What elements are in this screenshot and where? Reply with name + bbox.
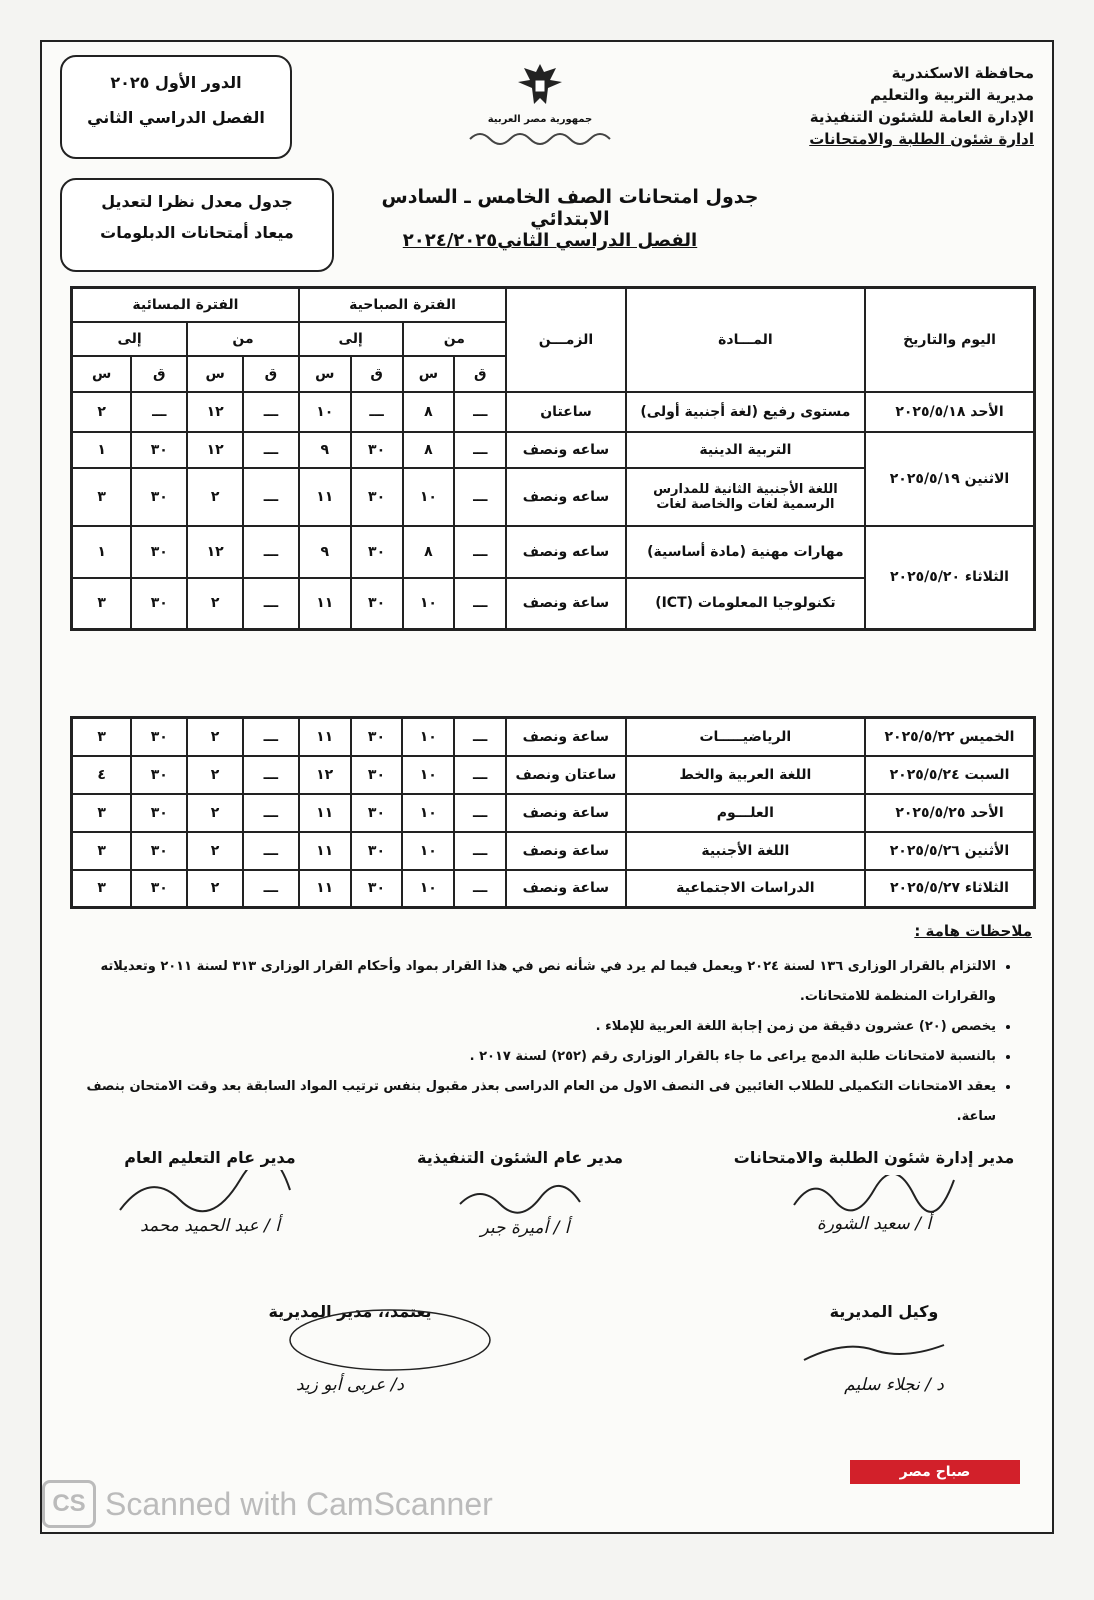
cell-value: ـــ <box>243 756 299 794</box>
scan-watermark: Scanned with CamScanner <box>105 1486 493 1522</box>
cell-value: ـــ <box>131 392 187 432</box>
cell-duration: ساعة ونصف <box>506 832 626 870</box>
cell-value: ٣٠ <box>351 578 403 630</box>
cell-value: ٣٠ <box>351 794 403 832</box>
cell-value: ـــ <box>243 870 299 908</box>
table-row <box>72 756 1035 794</box>
note-item: • بالنسبة لامتحانات طلبة الدمج يراعى ما جاء بالقرار الوزارى رقم (٢٥٢) لسنة ٢٠١٧ . <box>84 1042 996 1072</box>
cell-duration: ساعه ونصف <box>506 432 626 468</box>
cell-duration: ساعتان <box>506 392 626 432</box>
header-s: س <box>403 356 455 392</box>
cell-value: ٣٠ <box>131 432 187 468</box>
brand-text: صباح مصر <box>899 1464 971 1480</box>
cell-value: ـــ <box>454 718 506 756</box>
header-from: من <box>187 322 299 356</box>
cell-value: ٣٠ <box>351 432 403 468</box>
cell-value: ـــ <box>454 756 506 794</box>
cell-value: ـــ <box>243 392 299 432</box>
cell-duration: ساعة ونصف <box>506 578 626 630</box>
header-morning: الفترة الصباحية <box>299 288 506 322</box>
page-subtitle: الفصل الدراسي الثاني٢٠٢٤/٢٠٢٥ <box>402 230 698 251</box>
cell-value: ـــ <box>243 526 299 578</box>
exam-table-1 <box>70 286 1036 631</box>
cell-value: ٣ <box>72 794 132 832</box>
cell-value: ٢ <box>187 718 243 756</box>
signature-title: يعتمد،، مدير المديرية <box>268 1302 432 1321</box>
cell-value: ـــ <box>243 432 299 468</box>
cell-value: ٢ <box>187 870 243 908</box>
modified-line-1: جدول معدل نظرا لتعديل <box>101 192 293 211</box>
ministry-logo-icon <box>465 125 615 147</box>
cell-subject: العلـــوم <box>626 794 865 832</box>
cell-value: ٣ <box>72 718 132 756</box>
org-header <box>744 62 1034 150</box>
cell-duration: ساعة ونصف <box>506 794 626 832</box>
cell-subject: مهارات مهنية (مادة أساسية) <box>626 526 865 578</box>
cell-value: ١٠ <box>402 718 454 756</box>
cell-value: ٢ <box>187 756 243 794</box>
cell-value: ٣٠ <box>131 526 187 578</box>
cell-duration: ساعة ونصف <box>506 718 626 756</box>
cell-value: ـــ <box>454 578 506 630</box>
cell-value: ١٠ <box>402 794 454 832</box>
header-s: س <box>187 356 243 392</box>
cell-value: ٩ <box>299 526 351 578</box>
table-row <box>72 392 1035 432</box>
cell-value: ١٢ <box>187 432 243 468</box>
cell-day: الاثنين ٢٠٢٥/٥/١٩ <box>865 432 1035 526</box>
cell-value: ـــ <box>351 392 403 432</box>
cell-value: ٣٠ <box>351 718 403 756</box>
cell-subject: التربية الدينية <box>626 432 865 468</box>
notes-title: ملاحظات هامة : <box>914 922 1032 940</box>
notes-list <box>84 952 1014 1132</box>
org-line: محافظة الاسكندرية <box>891 64 1034 82</box>
cell-value: ٣ <box>72 468 132 526</box>
cell-value: ١ <box>72 526 132 578</box>
page-title: جدول امتحانات الصف الخامس ـ السادس الابتدائي <box>381 186 759 230</box>
cell-value: ١١ <box>299 578 351 630</box>
cell-value: ـــ <box>243 718 299 756</box>
exam-table-2 <box>70 716 1036 909</box>
exam-round-box <box>60 55 292 159</box>
signature-title: مدير عام الشئون التنفيذية <box>416 1148 624 1167</box>
cell-day: الأثنين ٢٠٢٥/٥/٢٦ <box>865 832 1035 870</box>
cell-value: ١ <box>72 432 132 468</box>
cell-subject: اللغة الأجنبية الثانية للمدارس الرسمية لغات والخاصة لغات <box>626 468 865 526</box>
header-q: ق <box>243 356 299 392</box>
cell-value: ـــ <box>243 832 299 870</box>
eagle-icon <box>510 60 570 110</box>
signature-name: أ / سعيد الشورة <box>816 1214 932 1234</box>
semester-label: الفصل الدراسي الثاني <box>87 108 265 127</box>
cell-value: ٣٠ <box>131 468 187 526</box>
cell-value: ١٢ <box>187 526 243 578</box>
org-line: ادارة شئون الطلبة والامتحانات <box>809 130 1034 148</box>
cell-value: ٣٠ <box>351 870 403 908</box>
header-to: إلى <box>72 322 188 356</box>
cell-value: ٣٠ <box>351 468 403 526</box>
cell-value: ـــ <box>454 432 506 468</box>
cell-day: السبت ٢٠٢٥/٥/٢٤ <box>865 756 1035 794</box>
cell-duration: ساعتان ونصف <box>506 756 626 794</box>
cell-subject: مستوى رفيع (لغة أجنبية أولى) <box>626 392 865 432</box>
signature-name: أ / عبد الحميد محمد <box>140 1216 280 1236</box>
cell-value: ٨ <box>403 432 455 468</box>
table-row <box>72 794 1035 832</box>
cell-value: ١٢ <box>187 392 243 432</box>
cell-value: ـــ <box>243 468 299 526</box>
cell-value: ١٠ <box>402 756 454 794</box>
cell-value: ٣٠ <box>351 832 403 870</box>
cell-value: ٩ <box>299 432 351 468</box>
cell-value: ٣٠ <box>131 756 187 794</box>
signature-scribble-icon <box>794 1330 954 1370</box>
signature-scribble-icon <box>110 1170 300 1220</box>
cell-value: ١١ <box>299 870 351 908</box>
cell-value: ـــ <box>454 794 506 832</box>
org-line: مديرية التربية والتعليم <box>870 86 1034 104</box>
cell-subject: اللغة العربية والخط <box>626 756 865 794</box>
round-label: الدور الأول ٢٠٢٥ <box>110 73 242 92</box>
note-item: • يخصص (٢٠) عشرون دقيقة من زمن إجابة اللغة العربية للإملاء . <box>84 1012 996 1042</box>
cell-value: ٣ <box>72 870 132 908</box>
cell-day: الخميس ٢٠٢٥/٥/٢٢ <box>865 718 1035 756</box>
cell-day: الأحد ٢٠٢٥/٥/٢٥ <box>865 794 1035 832</box>
header-s: س <box>72 356 132 392</box>
signature-scribble-icon <box>774 1175 974 1215</box>
note-item: • الالتزام بالقرار الوزارى ١٣٦ لسنة ٢٠٢٤ ويعمل فيما لم يرد في شأنه نص في هذا القرار بمواد وأحكام القرار الوزارى ٣١٣ لسنة ٢٠١١ وتعديلاته والقرارات المنظمة للامتحانات. <box>84 952 996 1012</box>
modified-schedule-box <box>60 178 334 272</box>
cell-subject: تكنولوجيا المعلومات (ICT) <box>626 578 865 630</box>
cell-value: ـــ <box>454 526 506 578</box>
cell-duration: ساعة ونصف <box>506 870 626 908</box>
cell-value: ٣٠ <box>131 794 187 832</box>
cell-value: ٣٠ <box>351 526 403 578</box>
cell-value: ٤ <box>72 756 132 794</box>
cell-duration: ساعه ونصف <box>506 526 626 578</box>
cell-subject: اللغة الأجنبية <box>626 832 865 870</box>
cell-value: ـــ <box>454 870 506 908</box>
cell-value: ٣ <box>72 832 132 870</box>
org-line: الإدارة العامة للشئون التنفيذية <box>809 108 1034 126</box>
header-q: ق <box>351 356 403 392</box>
table-row <box>72 432 1035 468</box>
header-to: إلى <box>299 322 403 356</box>
cell-value: ١١ <box>299 794 351 832</box>
header-from: من <box>403 322 507 356</box>
cell-value: ٢ <box>72 392 132 432</box>
cell-value: ـــ <box>454 832 506 870</box>
table-row <box>72 870 1035 908</box>
cell-day: الثلاثاء ٢٠٢٥/٥/٢٧ <box>865 870 1035 908</box>
cell-value: ١٢ <box>299 756 351 794</box>
cell-value: ٣٠ <box>351 756 403 794</box>
header-s: س <box>299 356 351 392</box>
signature-title: وكيل المديرية <box>829 1302 939 1321</box>
cell-value: ـــ <box>454 392 506 432</box>
cell-value: ١١ <box>299 718 351 756</box>
cell-value: ٣ <box>72 578 132 630</box>
cell-value: ٣٠ <box>131 578 187 630</box>
cell-value: ٣٠ <box>131 718 187 756</box>
cell-value: ٨ <box>403 392 455 432</box>
note-item: • يعقد الامتحانات التكميلى للطلاب الغائبين فى النصف الاول من العام الدراسى بعذر مقبول بنفس ترتيب المواد السابقة بعد وقت الامتحان بنصف ساعة. <box>84 1072 996 1132</box>
table-row <box>72 718 1035 756</box>
cell-value: ٣٠ <box>131 832 187 870</box>
table-row <box>72 832 1035 870</box>
cell-day: الأحد ٢٠٢٥/٥/١٨ <box>865 392 1035 432</box>
emblem-caption: جمهورية مصر العربية <box>487 114 593 125</box>
signature-title: مدير إدارة شئون الطلبة والامتحانات <box>733 1148 1015 1167</box>
cell-value: ٣٠ <box>131 870 187 908</box>
signature-scribble-icon <box>440 1180 600 1216</box>
header-q: ق <box>131 356 187 392</box>
cell-value: ٢ <box>187 468 243 526</box>
cell-value: ١١ <box>299 832 351 870</box>
table-row <box>72 526 1035 578</box>
cell-value: ٨ <box>403 526 455 578</box>
eagle-emblem <box>460 60 620 152</box>
cell-value: ـــ <box>243 578 299 630</box>
cell-value: ٢ <box>187 794 243 832</box>
cell-value: ٢ <box>187 578 243 630</box>
cell-subject: الدراسات الاجتماعية <box>626 870 865 908</box>
cell-value: ١٠ <box>403 468 455 526</box>
signature-name: أ / أميرة جبر <box>480 1218 570 1238</box>
cell-value: ١٠ <box>299 392 351 432</box>
header-q: ق <box>454 356 506 392</box>
header-subject: المـــادة <box>626 288 865 392</box>
modified-line-2: ميعاد أمتحانات الدبلومات <box>100 223 294 242</box>
cell-duration: ساعه ونصف <box>506 468 626 526</box>
brand-logo <box>850 1460 1020 1484</box>
header-day: اليوم والتاريخ <box>865 288 1035 392</box>
header-evening: الفترة المسائية <box>72 288 299 322</box>
signature-scribble-icon <box>240 1300 500 1380</box>
signature-title: مدير عام التعليم العام <box>124 1148 296 1167</box>
signature-name: د / نجلاء سليم <box>844 1375 944 1395</box>
cell-value: ـــ <box>454 468 506 526</box>
signature-name: د/ عربى أبو زيد <box>295 1375 405 1395</box>
camscanner-badge-icon: CS <box>42 1480 96 1528</box>
cell-value: ١١ <box>299 468 351 526</box>
cell-value: ـــ <box>243 794 299 832</box>
cell-value: ١٠ <box>403 578 455 630</box>
cell-day: الثلاثاء ٢٠٢٥/٥/٢٠ <box>865 526 1035 630</box>
cell-value: ١٠ <box>402 832 454 870</box>
header-duration: الزمـــن <box>506 288 626 392</box>
cell-value: ١٠ <box>402 870 454 908</box>
cell-subject: الرياضيـــــات <box>626 718 865 756</box>
cell-value: ٢ <box>187 832 243 870</box>
